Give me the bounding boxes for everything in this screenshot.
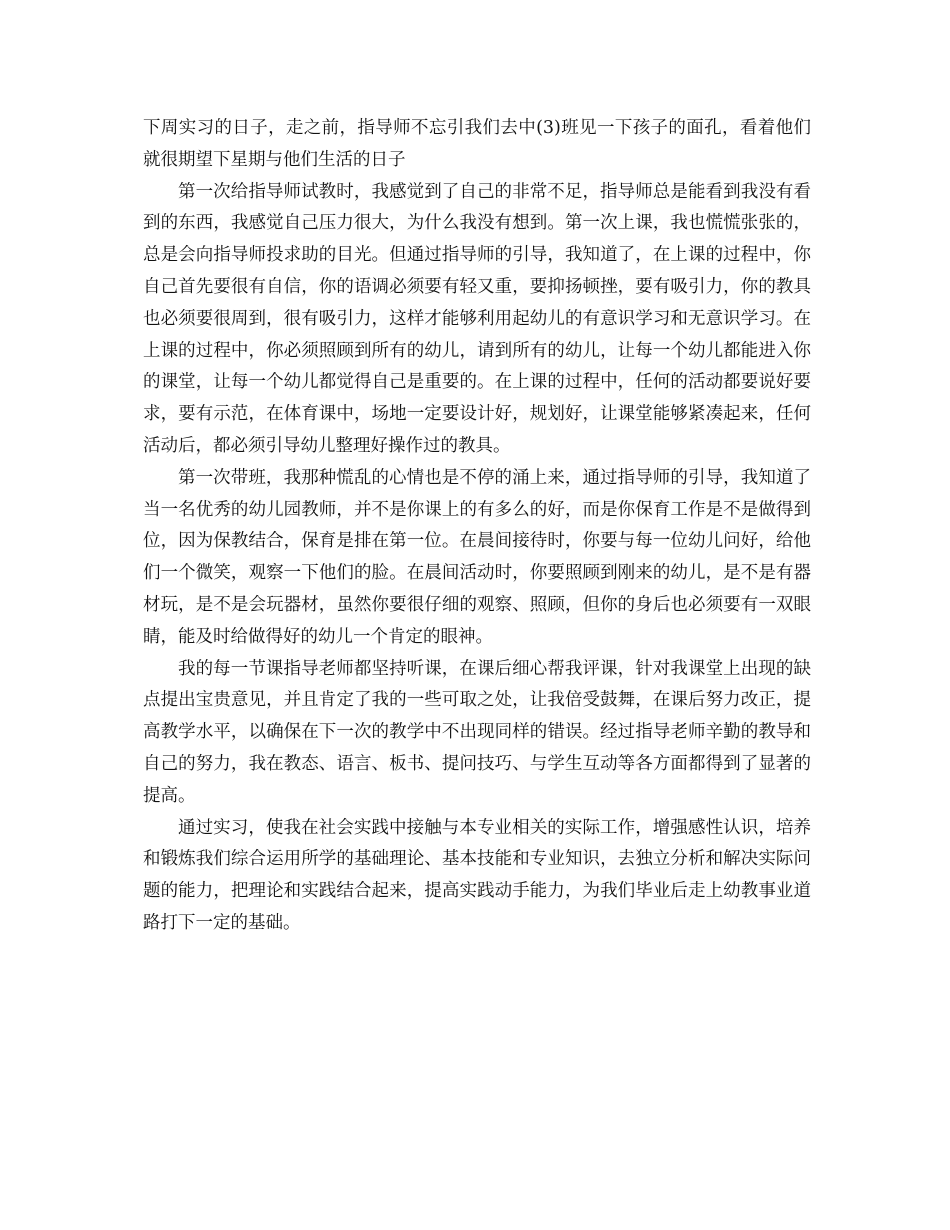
paragraph-2: 第一次给指导师试教时，我感觉到了自己的非常不足，指导师总是能看到我没有看到的东西，我感觉自己压力很大，为什么我没有想到。第一次上课，我也慌慌张张的，总是会向指导师投求助的目光。但通过指导师的引导，我知道了，在上课的过程中，你自己首先要很有自信，你的语调必须要有轻又重，要抑扬顿挫，要有吸引力，你的教具也必须要很周到，很有吸引力，这样才能够利用起幼儿的有意识学习和无意识学习。在上课的过程中，你必须照顾到所有的幼儿，请到所有的幼儿，让每一个幼儿都能进入你的课堂，让每一个幼儿都觉得自己是重要的。在上课的过程中，任何的活动都要说好要求，要有示范，在体育课中，场地一定要设计好，规划好，让课堂能够紧凑起来，任何活动后，都必须引导幼儿整理好操作过的教具。 [143,181,811,456]
paragraph-3: 第一次带班，我那种慌乱的心情也是不停的涌上来，通过指导师的引导，我知道了当一名优秀的幼儿园教师，并不是你课上的有多么的好，而是你保育工作是不是做得到位，因为保教结合，保育是排在第一位。在晨间接待时，你要与每一位幼儿问好，给他们一个微笑，观察一下他们的脸。在晨间活动时，你要照顾到刚来的幼儿，是不是有器材玩，是不是会玩器材，虽然你要很仔细的观察、照顾，但你的身后也必须要有一双眼睛，能及时给做得好的幼儿一个肯定的眼神。 [143,467,811,647]
paragraph-1: 下周实习的日子，走之前，指导师不忘引我们去中(3)班见一下孩子的面孔，看着他们就很期望下星期与他们生活的日子 [143,118,811,170]
paragraph-4: 我的每一节课指导老师都坚持听课，在课后细心帮我评课，针对我课堂上出现的缺点提出宝贵意见，并且肯定了我的一些可取之处，让我倍受鼓舞，在课后努力改正，提高教学水平，以确保在下一次的教学中不出现同样的错误。经过指导老师辛勤的教导和自己的努力，我在教态、语言、板书、提问技巧、与学生互动等各方面都得到了显著的提高。 [143,658,811,806]
document-body [143,113,811,940]
paragraph-5: 通过实习，使我在社会实践中接触与本专业相关的实际工作，增强感性认识，培养和锻炼我们综合运用所学的基础理论、基本技能和专业知识，去独立分析和解决实际问题的能力，把理论和实践结合起来，提高实践动手能力，为我们毕业后走上幼教事业道路打下一定的基础。 [143,817,811,933]
